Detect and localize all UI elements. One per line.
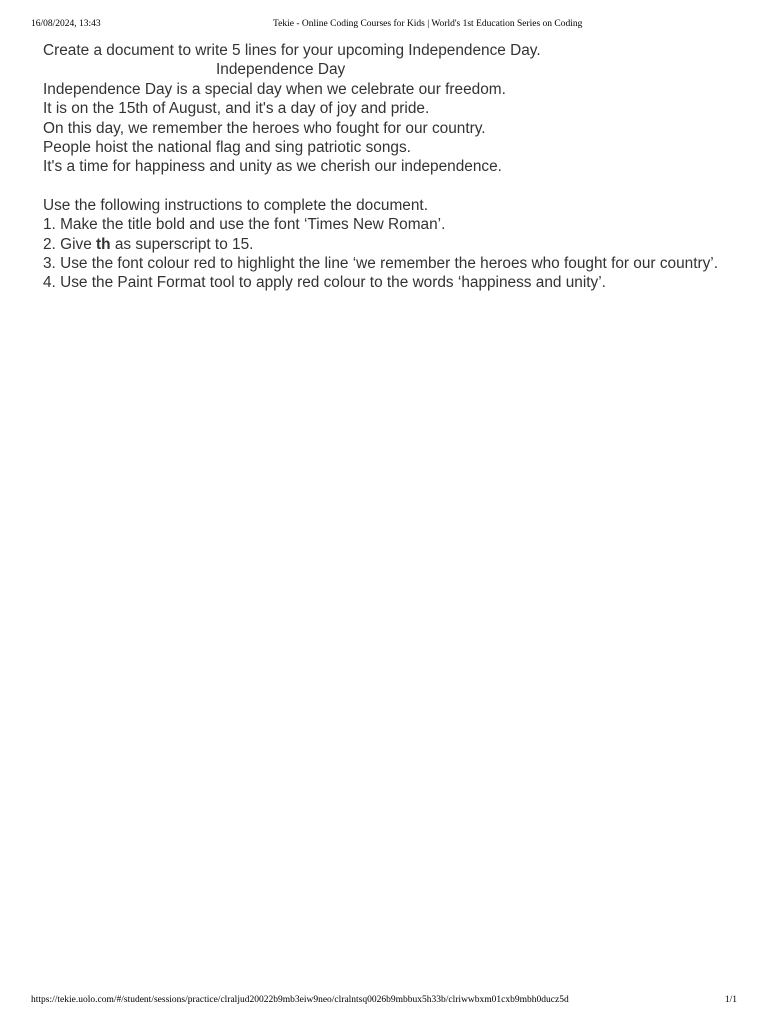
instruction-step-3: 3. Use the font colour red to highlight the line ‘we remember the heroes who fought for our country’. [43,255,718,273]
document-content [43,41,733,293]
instruction-step-2 [43,235,733,254]
instruction-step-4: 4. Use the Paint Format tool to apply red colour to the words ‘happiness and unity’. [43,274,606,292]
document-line-3: On this day, we remember the heroes who fought for our country. [43,119,486,137]
print-url: https://tekie.uolo.com/#/student/sessions/practice/clraljud20022b9mb3eiw9neo/clralntsq0026b9mbbux5h33b/clriwwbxm01cxb9mbh0ducz5d [31,995,569,1005]
document-line-4: People hoist the national flag and sing patriotic songs. [43,139,411,157]
document-line-1: Independence Day is a special day when we celebrate our freedom. [43,80,506,98]
paragraph-gap [43,177,733,196]
print-page-title: Tekie - Online Coding Courses for Kids | World's 1st Education Series on Coding [273,19,583,29]
instructions-intro: Use the following instructions to complete the document. [43,196,428,214]
print-footer [0,993,768,1007]
instruction-step-2-end: as superscript to 15. [110,235,254,253]
print-header [0,17,768,31]
instruction-step-1: 1. Make the title bold and use the font ‘Times New Roman’. [43,216,446,234]
instruction-step-2-bold: th [96,235,111,253]
print-datetime: 16/08/2024, 13:43 [31,19,101,29]
task-prompt: Create a document to write 5 lines for your upcoming Independence Day. [43,42,541,59]
print-page-count: 1/1 [724,995,737,1005]
instruction-step-2-start: 2. Give [43,235,97,253]
document-line-5: It's a time for happiness and unity as we cherish our independence. [43,158,502,176]
document-line-2: It is on the 15th of August, and it's a day of joy and pride. [43,100,430,118]
document-title: Independence Day [216,61,346,79]
